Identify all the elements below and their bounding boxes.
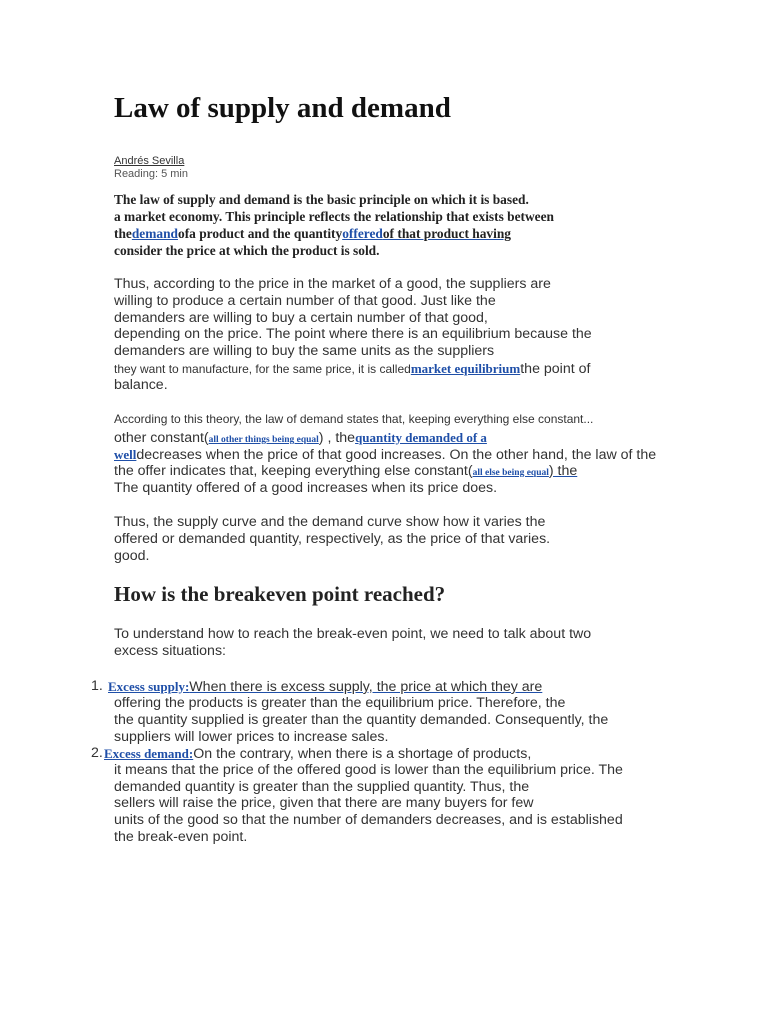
list-item-1-line-1 bbox=[108, 678, 542, 696]
list-item-text: When there is excess supply, the price at which they are bbox=[189, 679, 543, 695]
para3-text: other constant( bbox=[114, 430, 209, 446]
para2-line-5: demanders are willing to buy the same units as the suppliers bbox=[114, 343, 495, 359]
intro-line-4: consider the price at which the product is sold. bbox=[114, 243, 380, 258]
para2-line-7: balance. bbox=[114, 377, 168, 393]
list-item-2-line-2: it means that the price of the offered good is lower than the equilibrium price. The bbox=[114, 762, 623, 778]
para3-line-3 bbox=[114, 446, 656, 464]
well-link[interactable]: well bbox=[114, 447, 137, 462]
para3-text: ) , the bbox=[318, 430, 356, 446]
list-item-2-line-3: demanded quantity is greater than the supplied quantity. Thus, the bbox=[114, 779, 530, 795]
list-item-2-line-6: the break-even point. bbox=[114, 829, 248, 845]
para2-line-3: demanders are willing to buy a certain number of that good, bbox=[114, 310, 488, 326]
para5-line-2: excess situations: bbox=[114, 643, 226, 659]
para3-line-1: According to this theory, the law of demand states that, keeping everything else constant... bbox=[114, 412, 594, 426]
list-item-text: On the contrary, when there is a shortage of products, bbox=[193, 746, 532, 762]
list-item-1-line-2: offering the products is greater than the equilibrium price. Therefore, the bbox=[114, 695, 566, 711]
excess-demand-link[interactable]: Excess demand: bbox=[104, 746, 194, 761]
list-item-1-line-3: the quantity supplied is greater than the quantity demanded. Consequently, the bbox=[114, 712, 609, 728]
intro-text: of that product having bbox=[382, 226, 511, 241]
list-number-1: 1. bbox=[91, 678, 103, 694]
intro-text: a product and the quantity bbox=[189, 226, 343, 241]
intro-text: the bbox=[114, 226, 132, 241]
para4-line-2: offered or demanded quantity, respectively, as the price of that varies. bbox=[114, 531, 551, 547]
list-item-1-line-4: suppliers will lower prices to increase sales. bbox=[114, 729, 389, 745]
para3-line-5: The quantity offered of a good increases when its price does. bbox=[114, 480, 498, 496]
para3-text: ) the bbox=[548, 463, 578, 479]
excess-supply-link[interactable]: Excess supply: bbox=[108, 679, 190, 694]
para3-text: the offer indicates that, keeping everything else constant( bbox=[114, 463, 473, 479]
para2-line-6 bbox=[114, 360, 590, 378]
intro-line-2: a market economy. This principle reflects the relationship that exists between bbox=[114, 209, 554, 224]
all-else-being-equal-link[interactable]: all else being equal bbox=[472, 468, 549, 478]
offered-link[interactable]: offered bbox=[342, 226, 383, 241]
para2-line-4: depending on the price. The point where there is an equilibrium because the bbox=[114, 326, 592, 342]
reading-time: Reading: 5 min bbox=[114, 168, 188, 180]
intro-line-1: The law of supply and demand is the basic principle on which it is based. bbox=[114, 192, 529, 207]
para2-text: the point of bbox=[520, 361, 591, 377]
intro-text: of bbox=[178, 226, 190, 241]
page-title: Law of supply and demand bbox=[114, 92, 451, 124]
para3-text: decreases when the price of that good increases. On the other hand, the law of the bbox=[136, 447, 657, 463]
list-number-2: 2. bbox=[91, 745, 103, 761]
market-equilibrium-link[interactable]: market equilibrium bbox=[410, 361, 521, 376]
section-heading: How is the breakeven point reached? bbox=[114, 582, 446, 606]
all-other-things-link[interactable]: all other things being equal bbox=[208, 435, 319, 445]
list-item-2-line-1 bbox=[104, 745, 531, 763]
para4-line-1: Thus, the supply curve and the demand curve show how it varies the bbox=[114, 514, 546, 530]
list-item-2-line-5: units of the good so that the number of demanders decreases, and is established bbox=[114, 812, 623, 828]
para4-line-3: good. bbox=[114, 548, 150, 564]
quantity-demanded-link[interactable]: quantity demanded of a bbox=[355, 430, 487, 445]
para5-line-1: To understand how to reach the break-even point, we need to talk about two bbox=[114, 626, 592, 642]
para2-line-2: willing to produce a certain number of that good. Just like the bbox=[114, 293, 496, 309]
list-item-2-line-4: sellers will raise the price, given that there are many buyers for few bbox=[114, 795, 534, 811]
para2-line-1: Thus, according to the price in the market of a good, the suppliers are bbox=[114, 276, 551, 292]
demand-link[interactable]: demand bbox=[131, 226, 178, 241]
author-link[interactable]: Andrés Sevilla bbox=[114, 155, 185, 167]
intro-line-3 bbox=[114, 225, 511, 242]
para2-text: they want to manufacture, for the same price, it is called bbox=[114, 362, 411, 376]
